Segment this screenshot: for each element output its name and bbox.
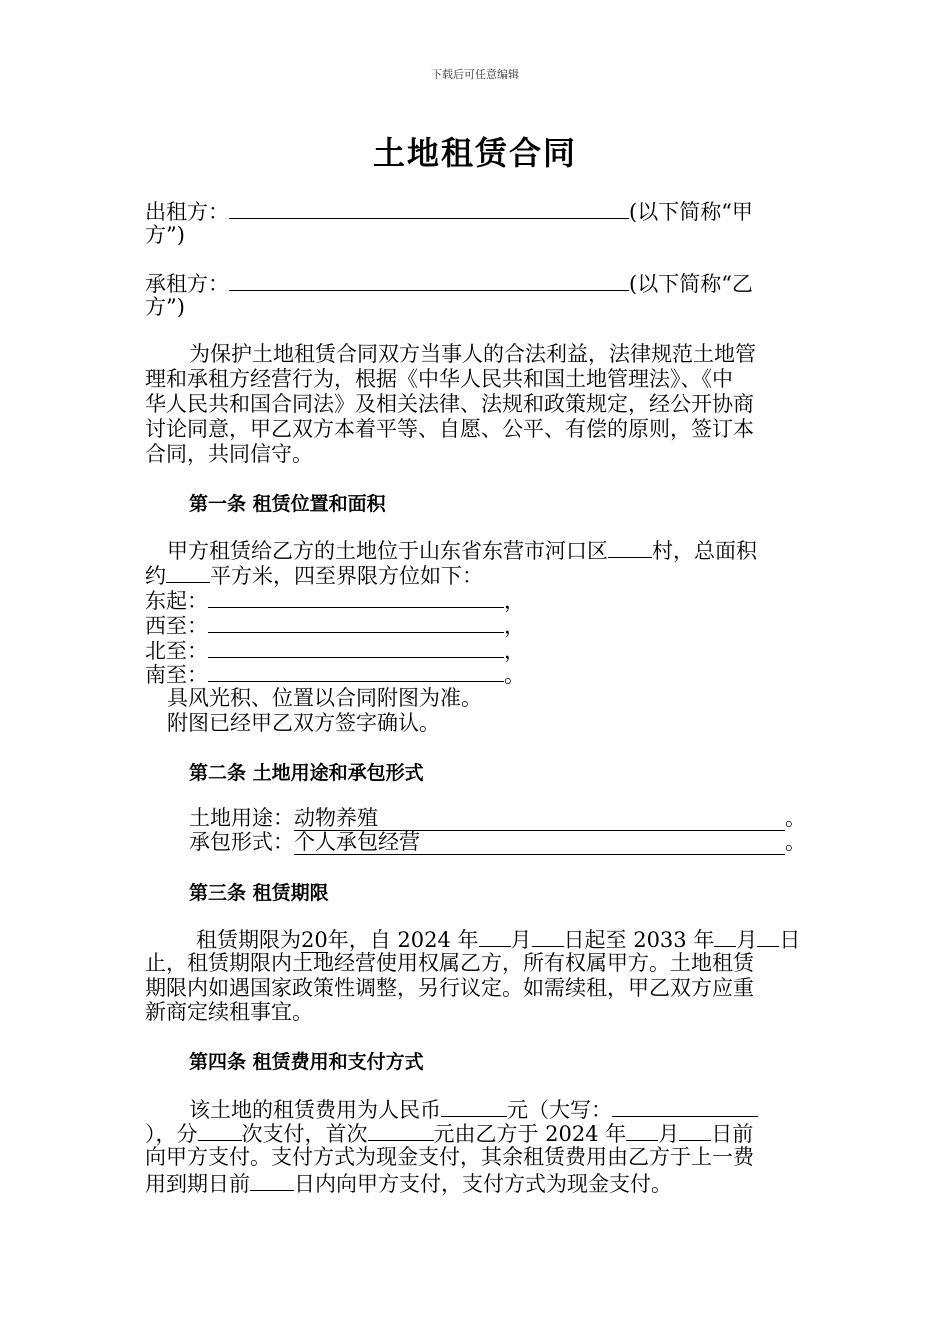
land-use-value: 动物养殖: [294, 806, 785, 831]
lessor-label: 出租方：: [145, 200, 229, 224]
start-month-blank: [479, 926, 511, 947]
lessor-blank: [229, 198, 629, 219]
start-month-label: 月: [510, 928, 532, 952]
contract-form-value: 个人承包经营: [294, 830, 785, 855]
installments-blank: [198, 1120, 242, 1141]
west-label: 西至：: [145, 614, 208, 638]
location-text: 甲方租赁给乙方的土地位于山东省东营市河口区: [167, 539, 608, 563]
contract-form-period: 。: [785, 830, 806, 854]
south-boundary: [145, 661, 525, 687]
first-payment-text: 次支付，首次: [241, 1122, 368, 1146]
preamble-line: 华人民共和国合同法》及相关法律、法规和政策规定，经公开协商: [145, 392, 754, 416]
lessor-line-2: 方”): [145, 223, 185, 247]
term-text: 租赁期限为: [196, 928, 301, 952]
preamble-line: 理和承租方经营行为，根据《中华人民共和国土地管理法》、《中: [145, 367, 733, 391]
article-4-line-3: 向甲方支付。支付方式为现金支付，其余租赁费用由乙方于上一费: [145, 1145, 754, 1169]
term-start-year: 年，自 2024 年: [327, 928, 479, 952]
land-use-line: [189, 806, 806, 831]
lessee-line-2: 方”): [145, 295, 185, 319]
east-comma: ，: [504, 589, 525, 613]
end-month-label: 月: [736, 928, 758, 952]
article-1-line-2: [145, 562, 483, 588]
west-comma: ，: [504, 614, 525, 638]
article-4-line-4: [145, 1170, 672, 1196]
land-use-period: 。: [785, 806, 806, 830]
rent-amount-blank: [441, 1096, 507, 1117]
article-3-line-1: [196, 926, 800, 952]
area-blank: [166, 562, 210, 583]
payment-month-label: 月: [658, 1122, 680, 1146]
contract-form-label: 承包形式：: [189, 830, 294, 854]
end-day-label: 日: [779, 928, 801, 952]
article-3-line-4: 新商定续租事宜。: [145, 1000, 313, 1024]
rent-text: 该土地的租赁费用为人民币: [189, 1098, 441, 1122]
payment-month-blank: [626, 1120, 658, 1141]
article-1-heading: 第一条 租赁位置和面积: [189, 493, 386, 515]
rent-capital-blank: [612, 1096, 758, 1117]
article-1-note-1: 具风光积、位置以合同附图为准。: [167, 686, 482, 710]
village-blank: [608, 537, 652, 558]
end-month-blank: [714, 926, 736, 947]
south-period: 。: [504, 663, 525, 687]
east-boundary: [145, 587, 525, 613]
lessor-suffix: (以下简称“甲: [629, 200, 753, 224]
north-boundary: [145, 637, 525, 663]
page-title: 土地租赁合同: [372, 134, 577, 172]
first-payment-blank: [368, 1120, 434, 1141]
north-label: 北至：: [145, 639, 208, 663]
header-note: 下载后可任意编辑: [431, 68, 519, 81]
installments-text: ），分: [145, 1122, 198, 1146]
preamble-line: 讨论同意，甲乙双方本着平等、自愿、公平、有偿的原则，签订本: [145, 417, 754, 441]
preamble-line: 合同，共同信守。: [145, 442, 313, 466]
south-blank: [208, 661, 504, 682]
lessee-blank: [229, 270, 629, 291]
east-blank: [208, 587, 504, 608]
end-day-blank: [757, 926, 779, 947]
end-year-text: 日起至 2033 年: [563, 928, 715, 952]
due-rest-text: 日内向甲方支付，支付方式为现金支付。: [294, 1172, 672, 1196]
article-4-line-1: [189, 1096, 758, 1122]
term-years: 20: [301, 928, 328, 952]
west-blank: [208, 612, 504, 633]
contract-form-line: [189, 830, 806, 855]
article-3-line-2: 止，租赁期限内土地经营使用权属乙方，所有权属甲方。土地租赁: [145, 951, 754, 975]
north-comma: ，: [504, 639, 525, 663]
land-use-label: 土地用途：: [189, 806, 294, 830]
due-days-blank: [250, 1170, 294, 1191]
approx-text: 约: [145, 564, 166, 588]
due-text: 用到期日前: [145, 1172, 250, 1196]
north-blank: [208, 637, 504, 658]
preamble-line: 为保护土地租赁合同双方当事人的合法利益，法律规范土地管: [189, 342, 756, 366]
article-1-note-2: 附图已经甲乙双方签字确认。: [167, 711, 440, 735]
boundary-intro: 平方米，四至界限方位如下：: [210, 564, 483, 588]
area-text: 村，总面积: [652, 539, 757, 563]
lessee-suffix: (以下简称“乙: [629, 272, 753, 296]
lessee-label: 承租方：: [145, 272, 229, 296]
article-4-heading: 第四条 租赁费用和支付方式: [189, 1051, 424, 1073]
article-2-heading: 第二条 土地用途和承包形式: [189, 762, 424, 784]
start-day-blank: [532, 926, 564, 947]
article-3-heading: 第三条 租赁期限: [189, 882, 329, 904]
lessor-line: [145, 198, 753, 224]
article-3-line-3: 期限内如遇国家政策性调整，另行议定。如需续租，甲乙双方应重: [145, 976, 754, 1000]
article-1-line-1: [167, 537, 757, 563]
payment-day-blank: [679, 1120, 711, 1141]
rent-capital-text: 元（大写：: [507, 1098, 612, 1122]
payment-day-label: 日前: [711, 1122, 754, 1146]
south-label: 南至：: [145, 663, 208, 687]
east-label: 东起：: [145, 589, 208, 613]
west-boundary: [145, 612, 525, 638]
article-4-line-2: [145, 1120, 753, 1146]
lessee-line: [145, 270, 753, 296]
payment-year-text: 元由乙方于 2024 年: [433, 1122, 627, 1146]
